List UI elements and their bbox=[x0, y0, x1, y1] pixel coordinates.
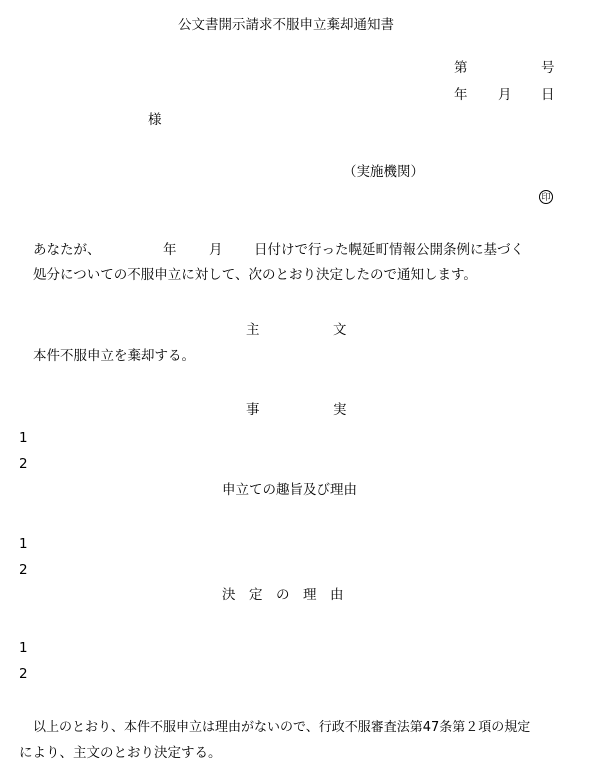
heading-request: 申立ての趣旨及び理由 bbox=[222, 482, 357, 498]
date-month: 月 bbox=[498, 87, 512, 103]
date-day: 日 bbox=[541, 87, 555, 103]
body-line1-month: 月 bbox=[209, 242, 223, 258]
request-item: 2 bbox=[19, 562, 28, 578]
number-go: 号 bbox=[541, 60, 555, 76]
facts-item: 2 bbox=[19, 456, 28, 472]
agency-label: （実施機関） bbox=[343, 164, 424, 180]
reason-item: 2 bbox=[19, 666, 28, 682]
seal-icon: 印 bbox=[539, 190, 553, 204]
heading-facts-2: 実 bbox=[333, 402, 347, 418]
heading-main-1: 主 bbox=[246, 322, 260, 338]
main-text: 本件不服申立を棄却する。 bbox=[33, 348, 195, 364]
heading-main-2: 文 bbox=[333, 322, 347, 338]
reason-item: 1 bbox=[19, 640, 28, 656]
document-title: 公文書開示請求不服申立棄却通知書 bbox=[178, 17, 394, 33]
heading-facts-1: 事 bbox=[246, 402, 260, 418]
body-line2: 処分についての不服申立に対して、次のとおり決定したので通知します。 bbox=[33, 267, 477, 283]
date-year: 年 bbox=[454, 87, 468, 103]
heading-reason: 決 定 の 理 由 bbox=[222, 587, 344, 603]
request-item: 1 bbox=[19, 536, 28, 552]
number-dai: 第 bbox=[454, 60, 468, 76]
body-line1-rest: 日付けで行った幌延町情報公開条例に基づく bbox=[254, 242, 524, 258]
closing-line2: により、主文のとおり決定する。 bbox=[19, 745, 222, 761]
addressee-sama: 様 bbox=[148, 112, 162, 128]
body-line1-year: 年 bbox=[163, 242, 177, 258]
body-line1-a: あなたが、 bbox=[33, 242, 101, 258]
facts-item: 1 bbox=[19, 430, 28, 446]
closing-line1: 以上のとおり、本件不服申立は理由がないので、行政不服審査法第47条第２項の規定 bbox=[33, 720, 531, 735]
